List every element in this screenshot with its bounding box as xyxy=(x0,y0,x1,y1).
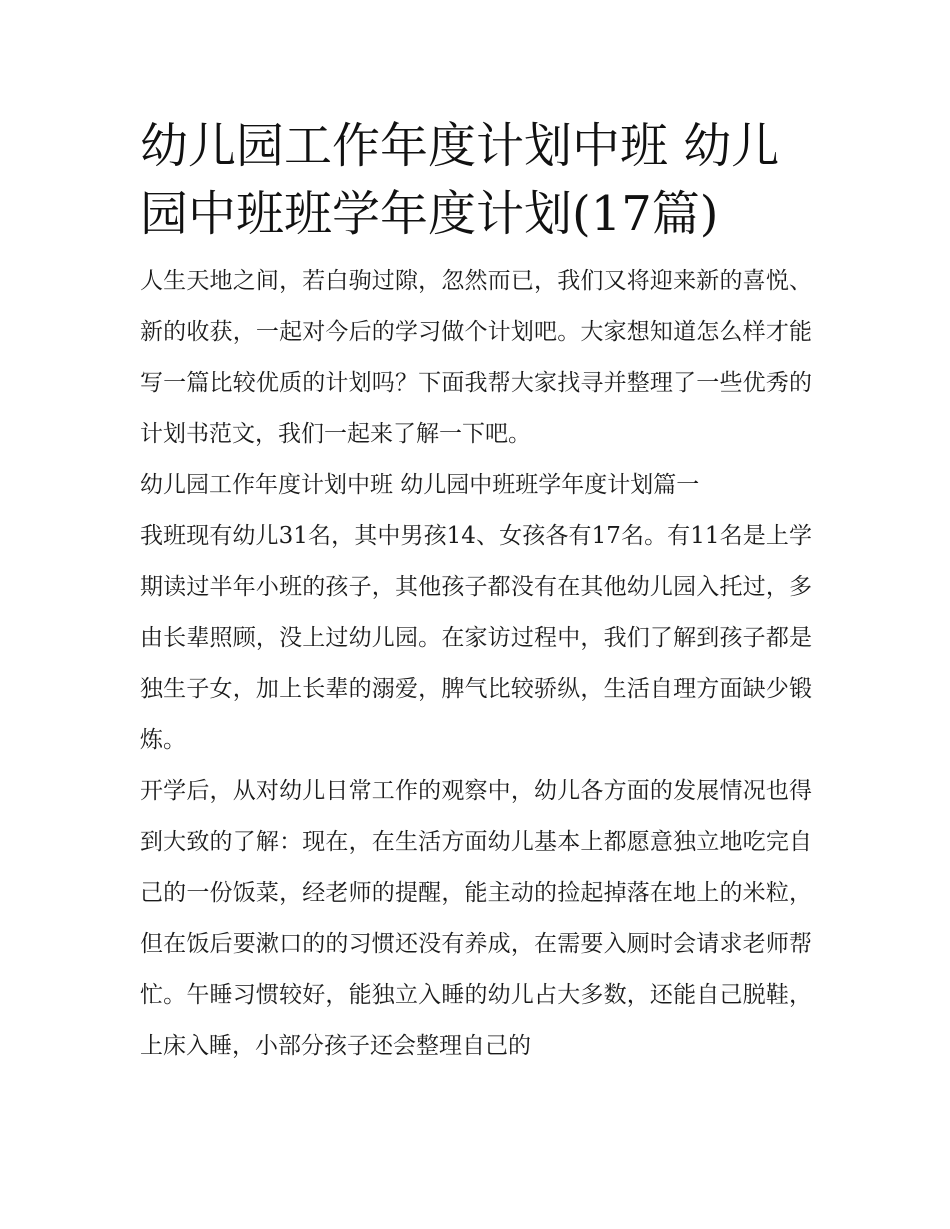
observation-paragraph: 开学后，从对幼儿日常工作的观察中，幼儿各方面的发展情况也得到大致的了解：现在，在生活方面幼儿基本上都愿意独立地吃完自己的一份饭菜，经老师的提醒，能主动的捡起掉落在地上的米粒，但在饭后要漱口的的习惯还没有养成，在需要入厕时会请求老师帮忙。午睡习惯较好，能独立入睡的幼儿占大多数，还能自己脱鞋，上床入睡，小部分孩子还会整理自己的 xyxy=(140,778,812,1059)
section-heading: 幼儿园工作年度计划中班 幼儿园中班班学年度计划篇一 xyxy=(140,472,700,498)
document-body xyxy=(140,112,812,1072)
document-title: 幼儿园工作年度计划中班 幼儿园中班班学年度计划(17篇) xyxy=(140,118,780,242)
class-overview-paragraph: 我班现有幼儿31名，其中男孩14、女孩各有17名。有11名是上学期读过半年小班的孩子，其他孩子都没有在其他幼儿园入托过，多由长辈照顾，没上过幼儿园。在家访过程中，我们了解到孩子都是独生子女，加上长辈的溺爱，脾气比较骄纵，生活自理方面缺少锻炼。 xyxy=(140,523,812,753)
intro-paragraph: 人生天地之间，若白驹过隙，忽然而已，我们又将迎来新的喜悦、新的收获，一起对今后的学习做个计划吧。大家想知道怎么样才能写一篇比较优质的计划吗？下面我帮大家找寻并整理了一些优秀的计划书范文，我们一起来了解一下吧。 xyxy=(140,268,812,447)
